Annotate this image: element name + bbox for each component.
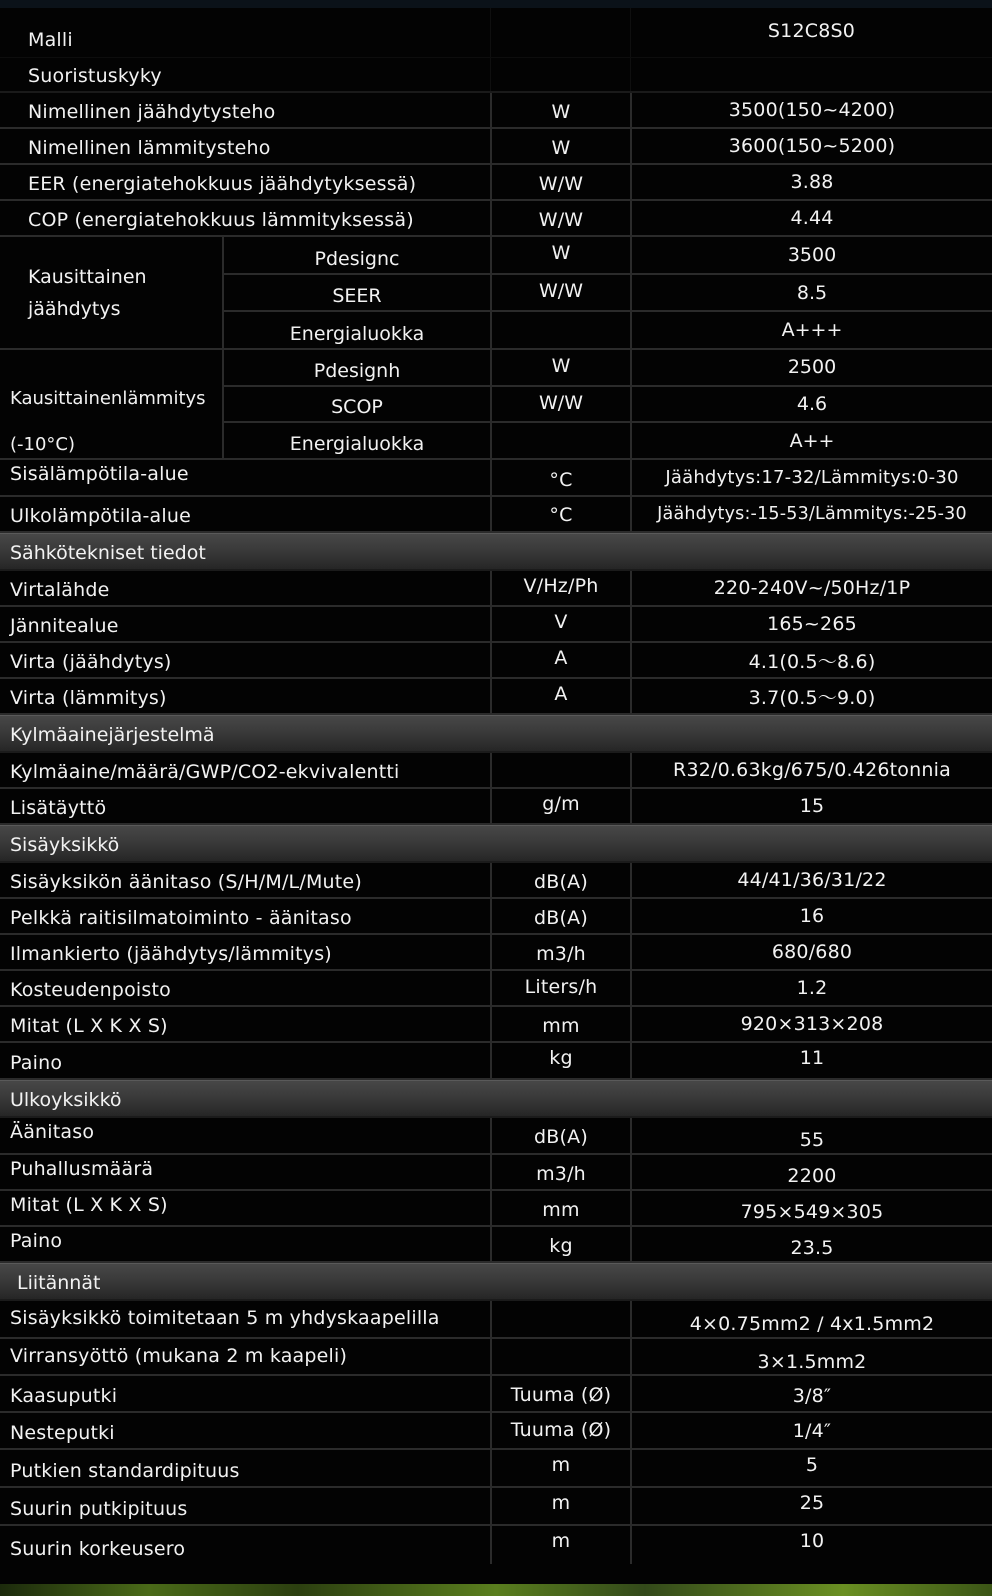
row-label: Sisäyksikkö toimitetaan 5 m yhdyskaapelilla bbox=[10, 1307, 440, 1329]
table-row bbox=[0, 571, 992, 607]
table-row bbox=[224, 423, 992, 458]
title-line: Kausittainenlämmitys bbox=[10, 388, 206, 409]
table-row bbox=[0, 789, 992, 825]
row-value: 4.44 bbox=[630, 201, 992, 235]
table-row bbox=[224, 312, 992, 348]
seasonal-cooling-group bbox=[0, 237, 992, 350]
table-row bbox=[0, 899, 992, 935]
seasonal-cooling-rows bbox=[222, 237, 992, 348]
row-value: 4.6 bbox=[630, 387, 992, 422]
row-value: 3/8″ bbox=[630, 1376, 992, 1411]
section-header-electrical: Sähkötekniset tiedot bbox=[0, 533, 992, 571]
table-row bbox=[0, 201, 992, 237]
row-unit: m3/h bbox=[490, 1155, 630, 1189]
top-strip bbox=[0, 0, 992, 8]
row-unit: °C bbox=[490, 460, 630, 495]
row-unit bbox=[490, 423, 630, 458]
title-line: (-10°C) bbox=[10, 434, 76, 455]
row-value: 3500(150~4200) bbox=[630, 93, 992, 127]
row-label: Suurin korkeusero bbox=[10, 1538, 186, 1560]
table-row bbox=[0, 1191, 992, 1227]
section-header-outdoor: Ulkoyksikkö bbox=[0, 1080, 992, 1118]
row-label: Pdesignc bbox=[314, 247, 400, 270]
row-unit: mm bbox=[490, 1007, 630, 1041]
row-unit: °C bbox=[490, 497, 630, 531]
row-unit: W bbox=[490, 93, 630, 127]
section-header-indoor: Sisäyksikkö bbox=[0, 825, 992, 863]
row-label: Paino bbox=[10, 1052, 63, 1074]
section-header-connections: Liitännät bbox=[0, 1263, 992, 1301]
row-label: Pelkkä raitisilmatoiminto - äänitaso bbox=[10, 907, 352, 929]
model-label: Malli bbox=[28, 29, 73, 51]
table-row bbox=[224, 387, 992, 424]
title-line: Kausittainen bbox=[28, 266, 147, 288]
row-value: 3600(150~5200) bbox=[630, 129, 992, 163]
row-label: Sisäyksikön äänitaso (S/H/M/L/Mute) bbox=[10, 871, 362, 893]
row-value: 3.7(0.5〜9.0) bbox=[630, 679, 992, 713]
row-value: 11 bbox=[630, 1043, 992, 1078]
row-unit: mm bbox=[490, 1191, 630, 1225]
row-label: COP (energiatehokkuus lämmityksessä) bbox=[28, 209, 414, 231]
row-unit: m bbox=[490, 1450, 630, 1486]
row-value: 8.5 bbox=[630, 275, 992, 311]
table-row bbox=[0, 129, 992, 165]
row-label: Nesteputki bbox=[10, 1422, 115, 1444]
table-row bbox=[0, 1227, 992, 1263]
table-row bbox=[0, 1043, 992, 1080]
row-label: Kosteudenpoisto bbox=[10, 979, 171, 1001]
row-value: 15 bbox=[630, 789, 992, 823]
row-label: Paino bbox=[10, 1230, 63, 1252]
row-unit: dB(A) bbox=[490, 863, 630, 897]
row-unit: W/W bbox=[490, 165, 630, 199]
table-row bbox=[224, 275, 992, 313]
row-value: 165~265 bbox=[630, 607, 992, 641]
row-unit: W bbox=[490, 350, 630, 385]
table-row bbox=[224, 237, 992, 275]
table-row bbox=[0, 1339, 992, 1376]
row-unit: m bbox=[490, 1488, 630, 1524]
row-label: Ilmankierto (jäähdytys/lämmitys) bbox=[10, 943, 332, 965]
row-unit: Tuuma (Ø) bbox=[490, 1413, 630, 1448]
seasonal-heating-title bbox=[0, 350, 222, 458]
row-value: 5 bbox=[630, 1450, 992, 1486]
table-row bbox=[0, 93, 992, 129]
row-label: Kylmäaine/määrä/GWP/CO2-ekvivalentti bbox=[10, 761, 400, 783]
row-label: SEER bbox=[332, 285, 382, 308]
row-unit: dB(A) bbox=[490, 899, 630, 933]
row-unit: m bbox=[490, 1526, 630, 1564]
spec-table bbox=[0, 8, 992, 1564]
title-line: jäähdytys bbox=[28, 298, 121, 320]
table-row bbox=[0, 1301, 992, 1339]
row-value: 16 bbox=[630, 899, 992, 933]
row-label: Ulkolämpötila-alue bbox=[10, 505, 192, 527]
row-label: Mitat (L X K X S) bbox=[10, 1015, 168, 1037]
table-row bbox=[0, 165, 992, 201]
row-value: 1.2 bbox=[630, 971, 992, 1005]
table-row bbox=[0, 607, 992, 643]
row-value: 795×549×305 bbox=[630, 1191, 992, 1225]
table-row bbox=[0, 679, 992, 715]
table-row bbox=[0, 460, 992, 497]
row-label: Virta (lämmitys) bbox=[10, 687, 167, 709]
seasonal-heating-rows bbox=[222, 350, 992, 458]
row-unit: Tuuma (Ø) bbox=[490, 1376, 630, 1411]
table-row bbox=[0, 1376, 992, 1413]
table-row bbox=[0, 1118, 992, 1155]
row-label: Kaasuputki bbox=[10, 1385, 118, 1407]
row-unit: m3/h bbox=[490, 935, 630, 969]
row-label: Putkien standardipituus bbox=[10, 1460, 240, 1482]
seasonal-heating-group bbox=[0, 350, 992, 460]
row-label: Energialuokka bbox=[289, 323, 425, 346]
row-value: A+++ bbox=[630, 312, 992, 348]
table-row bbox=[0, 497, 992, 533]
row-unit bbox=[490, 1339, 630, 1374]
row-value: 3500 bbox=[630, 237, 992, 273]
table-row bbox=[0, 1488, 992, 1526]
table-row bbox=[0, 863, 992, 899]
row-unit: W/W bbox=[490, 275, 630, 311]
row-label: Jännitealue bbox=[10, 615, 119, 637]
row-unit: A bbox=[490, 679, 630, 713]
section-header-refrigerant: Kylmäainejärjestelmä bbox=[0, 715, 992, 753]
row-unit: kg bbox=[490, 1227, 630, 1261]
row-label: Nimellinen lämmitysteho bbox=[28, 137, 271, 159]
row-value: 3×1.5mm2 bbox=[630, 1339, 992, 1374]
row-unit: W/W bbox=[490, 387, 630, 422]
row-label: Virransyöttö (mukana 2 m kaapeli) bbox=[10, 1345, 348, 1367]
table-row bbox=[0, 935, 992, 971]
row-label: Äänitaso bbox=[10, 1121, 95, 1143]
row-unit bbox=[490, 1301, 630, 1337]
row-value: R32/0.63kg/675/0.426tonnia bbox=[630, 753, 992, 787]
table-row bbox=[224, 350, 992, 387]
row-value: 4.1(0.5〜8.6) bbox=[630, 643, 992, 677]
row-unit: g/m bbox=[490, 789, 630, 823]
row-label: Mitat (L X K X S) bbox=[10, 1194, 168, 1216]
model-row bbox=[0, 8, 992, 58]
table-row bbox=[0, 1526, 992, 1564]
row-label: Sisälämpötila-alue bbox=[10, 463, 189, 485]
model-unit bbox=[490, 8, 630, 57]
row-unit: W/W bbox=[490, 201, 630, 235]
performance-heading: Suoristuskyky bbox=[28, 65, 162, 87]
row-value: 1/4″ bbox=[630, 1413, 992, 1448]
bottom-background-strip bbox=[0, 1584, 992, 1596]
row-label: Virtalähde bbox=[10, 579, 110, 601]
row-unit: V bbox=[490, 607, 630, 641]
seasonal-cooling-title bbox=[0, 237, 222, 348]
table-row bbox=[0, 1007, 992, 1043]
row-unit bbox=[490, 753, 630, 787]
row-value: Jäähdytys:-15-53/Lämmitys:-25-30 bbox=[630, 497, 992, 531]
row-unit: dB(A) bbox=[490, 1118, 630, 1153]
row-unit: Liters/h bbox=[490, 971, 630, 1005]
table-row bbox=[0, 971, 992, 1007]
row-value: 44/41/36/31/22 bbox=[630, 863, 992, 897]
row-value: 3.88 bbox=[630, 165, 992, 199]
row-value: 4×0.75mm2 / 4x1.5mm2 bbox=[630, 1301, 992, 1337]
row-value: 2500 bbox=[630, 350, 992, 385]
row-value: A++ bbox=[630, 423, 992, 458]
row-label: Suurin putkipituus bbox=[10, 1498, 188, 1520]
row-value: 55 bbox=[630, 1118, 992, 1153]
row-unit: kg bbox=[490, 1043, 630, 1078]
row-label: Energialuokka bbox=[289, 433, 425, 456]
row-value: 220-240V~/50Hz/1P bbox=[630, 571, 992, 605]
row-value: 920×313×208 bbox=[630, 1007, 992, 1041]
row-unit: W bbox=[490, 129, 630, 163]
row-label: EER (energiatehokkuus jäähdytyksessä) bbox=[28, 173, 417, 195]
row-unit bbox=[490, 312, 630, 348]
row-unit: V/Hz/Ph bbox=[490, 571, 630, 605]
table-row bbox=[0, 643, 992, 679]
table-row bbox=[0, 1155, 992, 1191]
row-unit: A bbox=[490, 643, 630, 677]
row-label: Pdesignh bbox=[313, 359, 401, 382]
row-label: SCOP bbox=[331, 396, 383, 419]
table-row bbox=[0, 1413, 992, 1450]
row-label: Puhallusmäärä bbox=[10, 1158, 154, 1180]
row-label: Virta (jäähdytys) bbox=[10, 651, 172, 673]
row-value: 2200 bbox=[630, 1155, 992, 1189]
row-value: 10 bbox=[630, 1526, 992, 1564]
table-row bbox=[0, 1450, 992, 1488]
table-row bbox=[0, 753, 992, 789]
row-label: Nimellinen jäähdytysteho bbox=[28, 101, 276, 123]
row-value: 25 bbox=[630, 1488, 992, 1524]
row-value: 680/680 bbox=[630, 935, 992, 969]
model-value: S12C8S0 bbox=[630, 8, 992, 57]
row-unit: W bbox=[490, 237, 630, 273]
performance-heading-row bbox=[0, 58, 992, 93]
row-value: 23.5 bbox=[630, 1227, 992, 1261]
row-value: Jäähdytys:17-32/Lämmitys:0-30 bbox=[630, 460, 992, 495]
row-label: Lisätäyttö bbox=[10, 797, 107, 819]
